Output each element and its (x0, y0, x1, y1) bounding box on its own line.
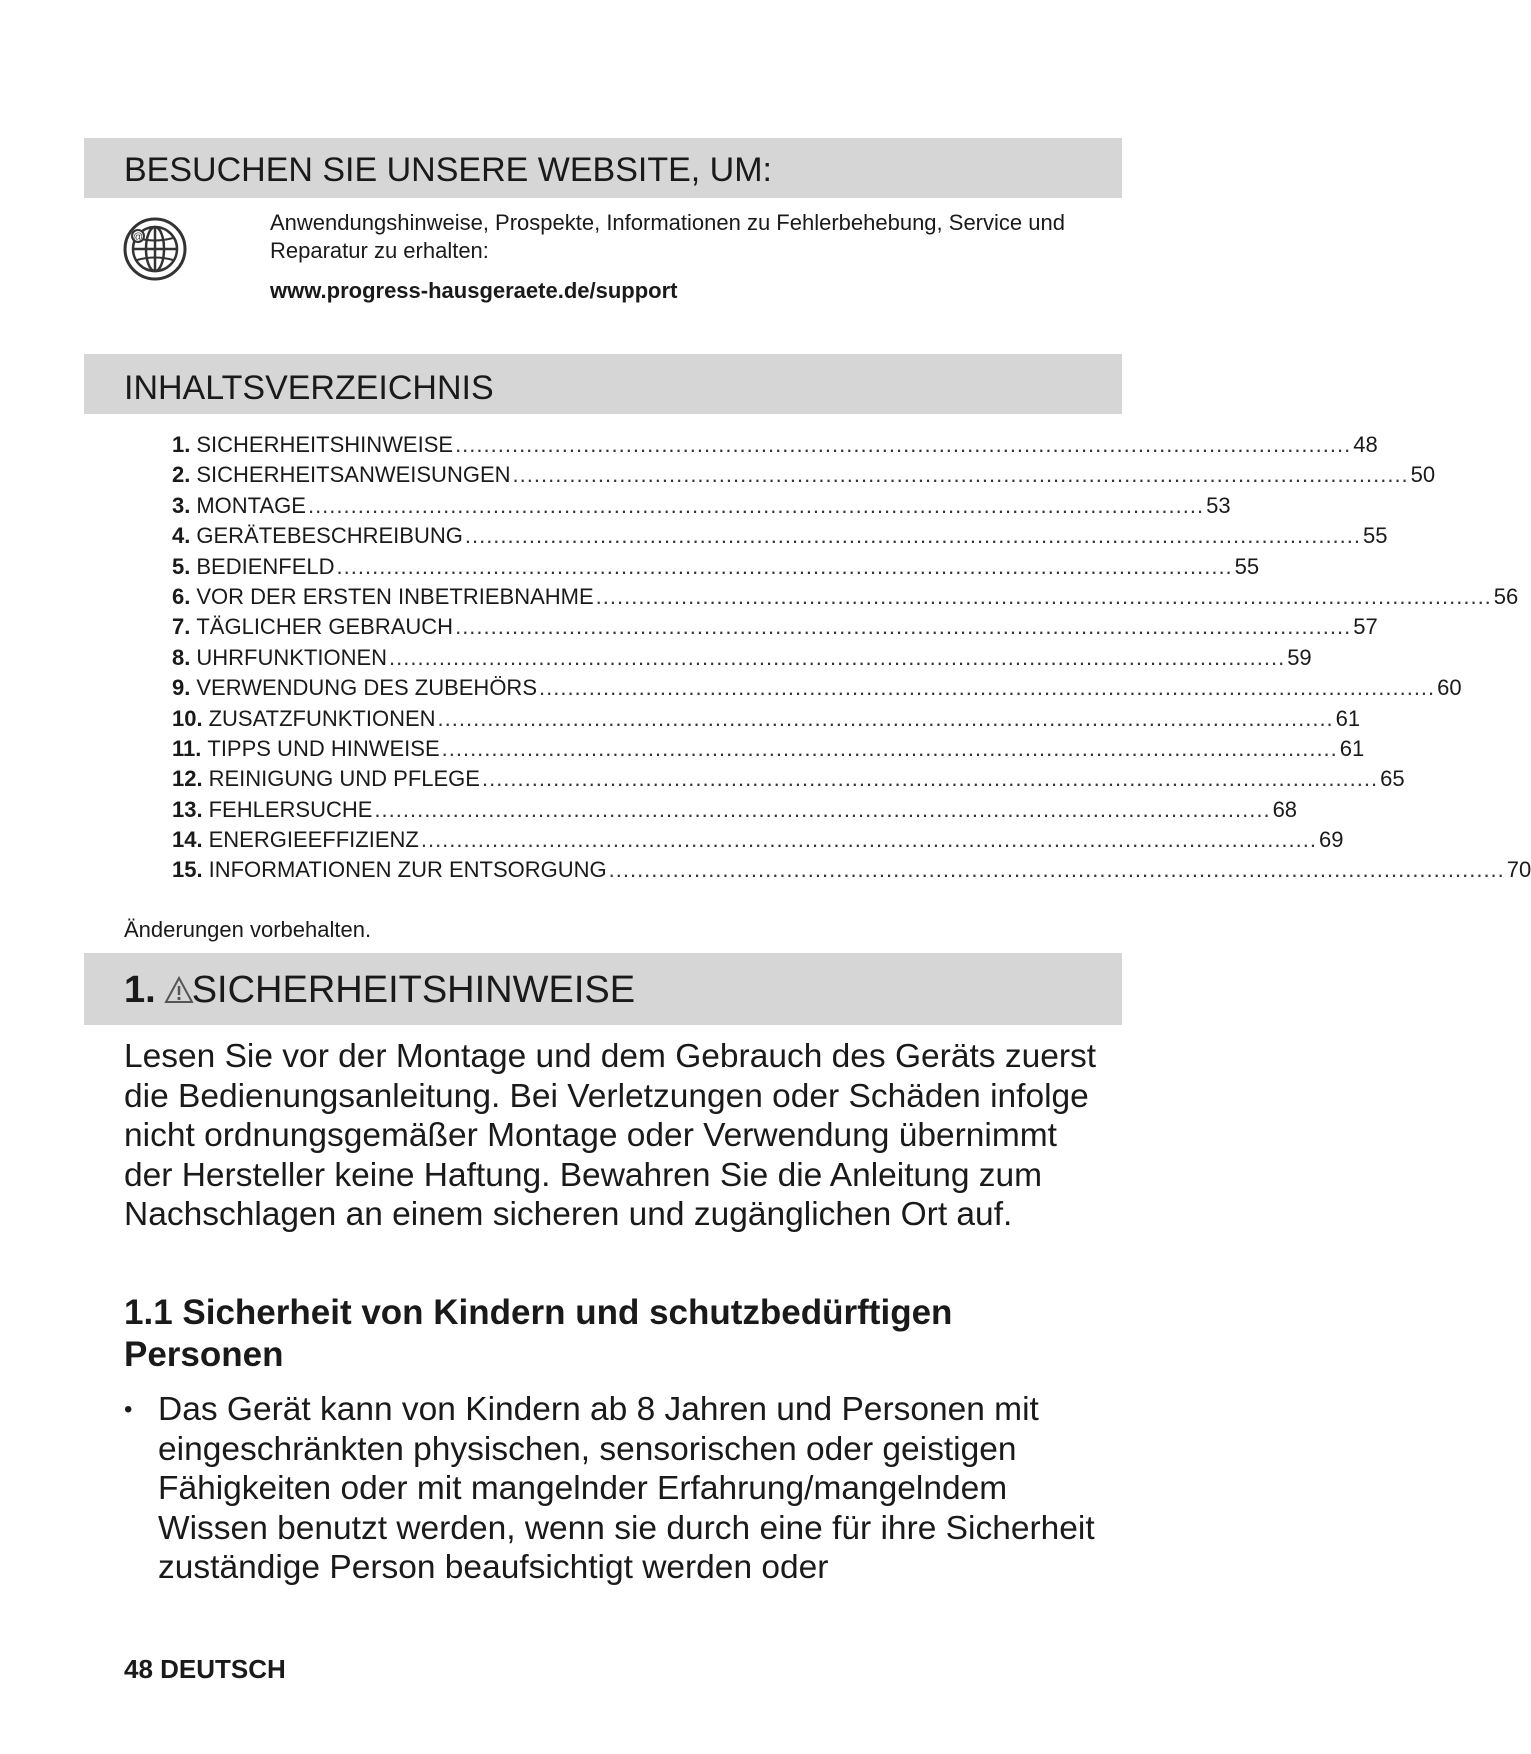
toc-leader-dots: .............................................................................................................................. (595, 583, 1492, 609)
safety-header-band (84, 953, 1122, 1025)
svg-text:@: @ (132, 232, 144, 243)
toc-leader-dots: .............................................................................................................................. (464, 523, 1362, 549)
toc-entry-page: 61 (1335, 705, 1361, 731)
toc-entry-page: 70 (1506, 857, 1531, 883)
toc-header-title: INHALTSVERZEICHNIS (124, 369, 494, 407)
toc-entry-title: SICHERHEITSANWEISUNGEN (196, 462, 511, 488)
toc-entry-page: 48 (1353, 432, 1378, 457)
toc-leader-dots: .............................................................................................................................. (389, 644, 1286, 670)
toc-entry-title: ENERGIEEFFIZIENZ (208, 827, 419, 853)
toc-entry[interactable] (172, 491, 1231, 521)
toc-entry-title: INFORMATIONEN ZUR ENTSORGUNG (208, 857, 607, 883)
toc-leader-dots: .............................................................................................................................. (455, 614, 1352, 640)
toc-entry[interactable] (172, 764, 1405, 794)
toc-entry-number: 5. (172, 553, 191, 579)
safety-section-title: SICHERHEITSHINWEISE (191, 969, 636, 1011)
toc-entry[interactable] (172, 552, 1260, 582)
toc-entry-page: 56 (1493, 583, 1519, 609)
toc-entry[interactable] (172, 521, 1388, 551)
toc-entry-title: FEHLERSUCHE (208, 796, 373, 822)
toc-entry-number: 14. (172, 827, 203, 853)
toc-entry-number: 4. (172, 523, 191, 549)
toc-entry[interactable] (172, 673, 1462, 703)
toc-entry[interactable] (172, 704, 1361, 734)
toc-entry-page: 60 (1437, 675, 1462, 701)
toc-leader-dots: .............................................................................................................................. (336, 553, 1233, 579)
toc-leader-dots: .............................................................................................................................. (455, 432, 1352, 457)
toc-leader-dots: .............................................................................................................................. (441, 735, 1338, 761)
toc-entry-title: VERWENDUNG DES ZUBEHÖRS (196, 675, 537, 701)
page-footer: 48 DEUTSCH (124, 1654, 286, 1684)
changes-reserved-note: Änderungen vorbehalten. (124, 917, 372, 942)
toc-entry-number: 6. (172, 583, 191, 609)
website-description: Anwendungshinweise, Prospekte, Informationen zu Fehlerbehebung, Service und Reparatur zu erhalten: (270, 210, 1065, 263)
toc-leader-dots: .............................................................................................................................. (374, 796, 1271, 822)
toc-entry-number: 10. (172, 705, 203, 731)
toc-entry-title: TIPPS UND HINWEISE (207, 735, 440, 761)
toc-entry[interactable] (172, 612, 1378, 642)
toc-entry[interactable] (172, 734, 1365, 764)
warning-triangle-icon (164, 976, 194, 1004)
toc-entry-number: 2. (172, 462, 191, 488)
safety-intro-paragraph: Lesen Sie vor der Montage und dem Gebrauch des Geräts zuerst die Bedienungsanleitung. Bei Verletzungen oder Schäden infolge nicht ordnungsgemäßer Montage oder Verwendung übernimmt der Hersteller keine Haftung. Bewahren Sie die Anleitung zum Nachschlagen an einem sicheren und zugänglichen Ort auf. (124, 1038, 1097, 1233)
toc-entry-title: ZUSATZFUNKTIONEN (208, 705, 436, 731)
safety-section-number: 1. (124, 969, 156, 1011)
toc-entry-title: REINIGUNG UND PFLEGE (208, 766, 480, 792)
toc-entry-page: 65 (1380, 766, 1405, 792)
subsection-heading: 1.1 Sicherheit von Kindern und schutzbedürftigen Personen (124, 1293, 953, 1374)
toc-entry-page: 57 (1353, 614, 1378, 640)
toc-entry-page: 55 (1234, 553, 1260, 579)
toc-entry-number: 3. (172, 492, 191, 518)
toc-entry-page: 61 (1339, 735, 1365, 761)
toc-entry-title: GERÄTEBESCHREIBUNG (196, 523, 463, 549)
toc-entry[interactable] (172, 795, 1298, 825)
website-url-link[interactable]: www.progress-hausgeraete.de/support (270, 278, 678, 303)
bullet-list-item (124, 1390, 1114, 1588)
toc-entry-number: 11. (172, 735, 202, 761)
toc-entry-title: BEDIENFELD (196, 553, 335, 579)
bullet-marker: • (124, 1396, 133, 1423)
toc-leader-dots: .............................................................................................................................. (512, 462, 1409, 488)
table-of-contents (172, 430, 1531, 886)
toc-entry-number: 1. (172, 432, 191, 457)
toc-entry-page: 55 (1363, 523, 1388, 549)
toc-leader-dots: .............................................................................................................................. (481, 766, 1379, 792)
toc-entry-title: TÄGLICHER GEBRAUCH (196, 614, 454, 640)
website-header-title: BESUCHEN SIE UNSERE WEBSITE, UM: (124, 151, 772, 189)
toc-entry-page: 59 (1287, 644, 1312, 670)
toc-leader-dots: .............................................................................................................................. (437, 705, 1334, 731)
website-header-band (84, 138, 1122, 198)
toc-leader-dots: .............................................................................................................................. (539, 675, 1436, 701)
toc-entry-title: VOR DER ERSTEN INBETRIEBNAHME (196, 583, 594, 609)
toc-entry[interactable] (172, 582, 1519, 612)
toc-header-band (84, 354, 1122, 414)
toc-entry[interactable] (172, 855, 1531, 885)
globe-icon (122, 216, 188, 282)
toc-entry[interactable] (172, 460, 1436, 490)
toc-entry[interactable] (172, 825, 1344, 855)
safety-header-title (124, 967, 635, 1013)
toc-entry-number: 15. (172, 857, 203, 883)
toc-entry-number: 9. (172, 675, 191, 701)
toc-entry-number: 12. (172, 766, 203, 792)
toc-entry[interactable] (172, 430, 1378, 460)
toc-leader-dots: .............................................................................................................................. (307, 492, 1205, 518)
toc-entry[interactable] (172, 643, 1312, 673)
toc-entry-number: 8. (172, 644, 191, 670)
toc-entry-number: 13. (172, 796, 203, 822)
toc-leader-dots: .............................................................................................................................. (420, 827, 1317, 853)
toc-entry-page: 50 (1410, 462, 1436, 488)
toc-entry-title: MONTAGE (196, 492, 306, 518)
toc-entry-page: 53 (1206, 492, 1231, 518)
toc-entry-page: 68 (1272, 796, 1298, 822)
toc-entry-title: UHRFUNKTIONEN (196, 644, 388, 670)
toc-entry-page: 69 (1319, 827, 1344, 853)
toc-leader-dots: .............................................................................................................................. (608, 857, 1505, 883)
toc-entry-title: SICHERHEITSHINWEISE (196, 432, 454, 457)
toc-entry-number: 7. (172, 614, 191, 640)
bullet-text: Das Gerät kann von Kindern ab 8 Jahren und Personen mit eingeschränkten physischen, sensorischen oder geistigen Fähigkeiten oder mit mangelnder Erfahrung/mangelndem Wissen benutzt werden, wenn sie durch eine für ihre Sicherheit zuständige Person beaufsichtigt werden oder (158, 1391, 1095, 1586)
